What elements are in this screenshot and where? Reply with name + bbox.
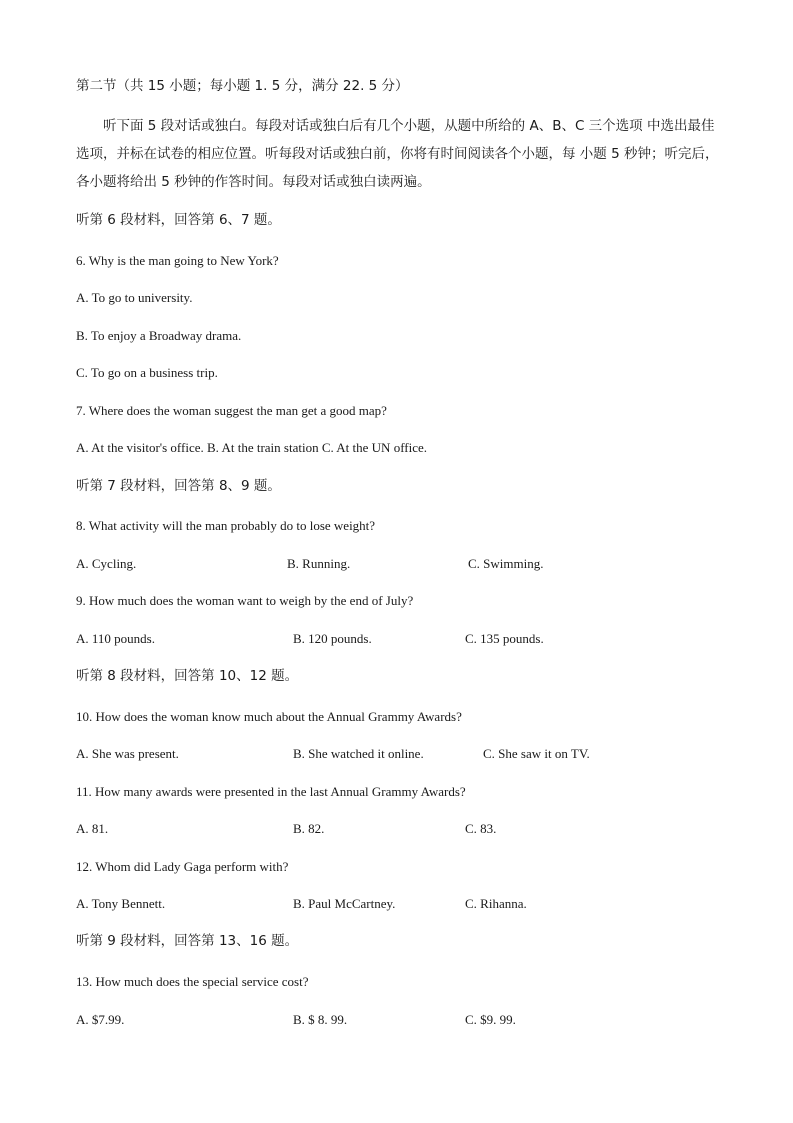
question-9-option-c: C. 135 pounds.: [465, 631, 544, 646]
question-6-option-c: C. To go on a business trip.: [76, 365, 218, 380]
question-12-stem: 12. Whom did Lady Gaga perform with?: [76, 859, 289, 874]
question-8-option-b: B. Running.: [287, 556, 351, 571]
question-6-option-a: A. To go to university.: [76, 290, 193, 305]
question-12-option-c: C. Rihanna.: [465, 896, 527, 911]
question-11-option-c: C. 83.: [465, 821, 497, 836]
question-10-option-a: A. She was present.: [76, 746, 179, 761]
question-13-option-a: A. $7.99.: [76, 1012, 125, 1027]
group-label-9: 听第 9 段材料，回答第 13、16 题。: [76, 933, 299, 949]
question-11-option-b: B. 82.: [293, 821, 325, 836]
question-9-option-a: A. 110 pounds.: [76, 631, 155, 646]
section-header: 第二节（共 15 小题；每小题 1. 5 分，满分 22. 5 分）: [76, 78, 409, 94]
question-7-options: A. At the visitor's office. B. At the train station C. At the UN office.: [76, 440, 428, 455]
question-11-option-a: A. 81.: [76, 821, 109, 836]
question-10-option-b: B. She watched it online.: [293, 746, 424, 761]
question-8-stem: 8. What activity will the man probably do to lose weight?: [76, 518, 376, 533]
question-12-option-a: A. Tony Bennett.: [76, 896, 166, 911]
question-13-stem: 13. How much does the special service cost?: [76, 974, 309, 989]
question-8-option-c: C. Swimming.: [468, 556, 544, 571]
group-label-8: 听第 8 段材料，回答第 10、12 题。: [76, 668, 299, 684]
group-label-7: 听第 7 段材料，回答第 8、9 题。: [76, 478, 281, 494]
question-10-option-c: C. She saw it on TV.: [483, 746, 590, 761]
question-13-option-b: B. $ 8. 99.: [293, 1012, 348, 1027]
instructions-paragraph: 听下面 5 段对话或独白。每段对话或独白后有几个小题，从题中所给的 A、B、C 三个选项 中选出最佳选项，并标在试卷的相应位置。听每段对话或独白前，你将有时间阅读各个小题，每 小题 5 秒钟；听完后，各小题将给出 5 秒钟的作答时间。每段对话或独白读两遍。: [76, 118, 719, 190]
group-label-6: 听第 6 段材料，回答第 6、7 题。: [76, 212, 281, 228]
question-13-option-c: C. $9. 99.: [465, 1012, 516, 1027]
question-9-option-b: B. 120 pounds.: [293, 631, 372, 646]
question-6-option-b: B. To enjoy a Broadway drama.: [76, 328, 242, 343]
question-8-option-a: A. Cycling.: [76, 556, 137, 571]
question-7-stem: 7. Where does the woman suggest the man get a good map?: [76, 403, 387, 418]
question-9-stem: 9. How much does the woman want to weigh by the end of July?: [76, 593, 414, 608]
question-12-option-b: B. Paul McCartney.: [293, 896, 396, 911]
question-6-stem: 6. Why is the man going to New York?: [76, 253, 279, 268]
question-11-stem: 11. How many awards were presented in the last Annual Grammy Awards?: [76, 784, 466, 799]
question-10-stem: 10. How does the woman know much about the Annual Grammy Awards?: [76, 709, 462, 724]
